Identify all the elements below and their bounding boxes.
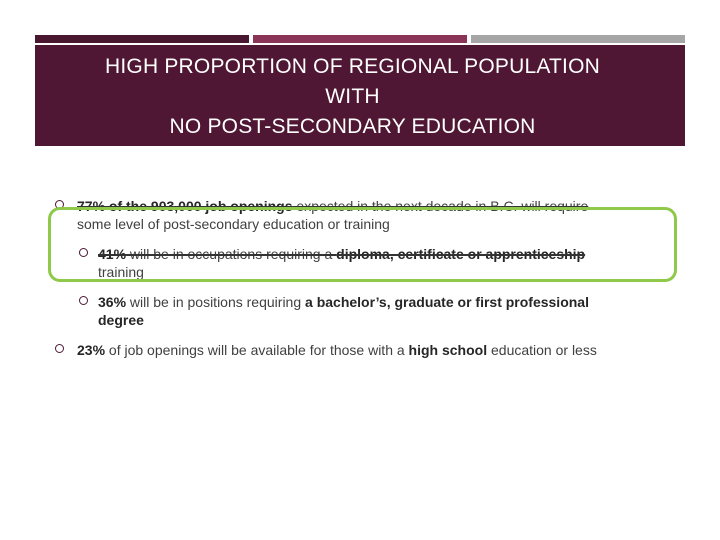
item-3-text-line2: degree	[98, 312, 144, 328]
item-1-text-line1: 77% of the 903,000 job openings expected in the next decade in B.C. will require	[77, 198, 589, 214]
bullet-icon	[55, 344, 64, 353]
accent-bar-grey	[471, 35, 685, 43]
title-line-2: WITH	[325, 85, 380, 108]
accent-bar-dark	[35, 35, 249, 43]
item-2-text-line2: training	[98, 264, 144, 280]
item-1-text-line2: some level of post-secondary education or training	[77, 216, 390, 232]
title-line-1: HIGH PROPORTION OF REGIONAL POPULATION	[105, 55, 600, 78]
accent-bar-mid	[253, 35, 467, 43]
item-2-text-line1: 41% will be in occupations requiring a diploma, certificate or apprenticeship	[98, 246, 586, 262]
list-item-3: 36% will be in positions requiring a bachelor’s, graduate or first professional degree	[98, 294, 589, 328]
title-line-3: NO POST-SECONDARY EDUCATION	[169, 115, 536, 138]
highlight-annotation	[48, 207, 677, 282]
slide-title	[45, 52, 660, 142]
bullet-icon	[79, 296, 88, 305]
list-item-4: 23% of job openings will be available for those with a high school education or less	[77, 342, 597, 358]
